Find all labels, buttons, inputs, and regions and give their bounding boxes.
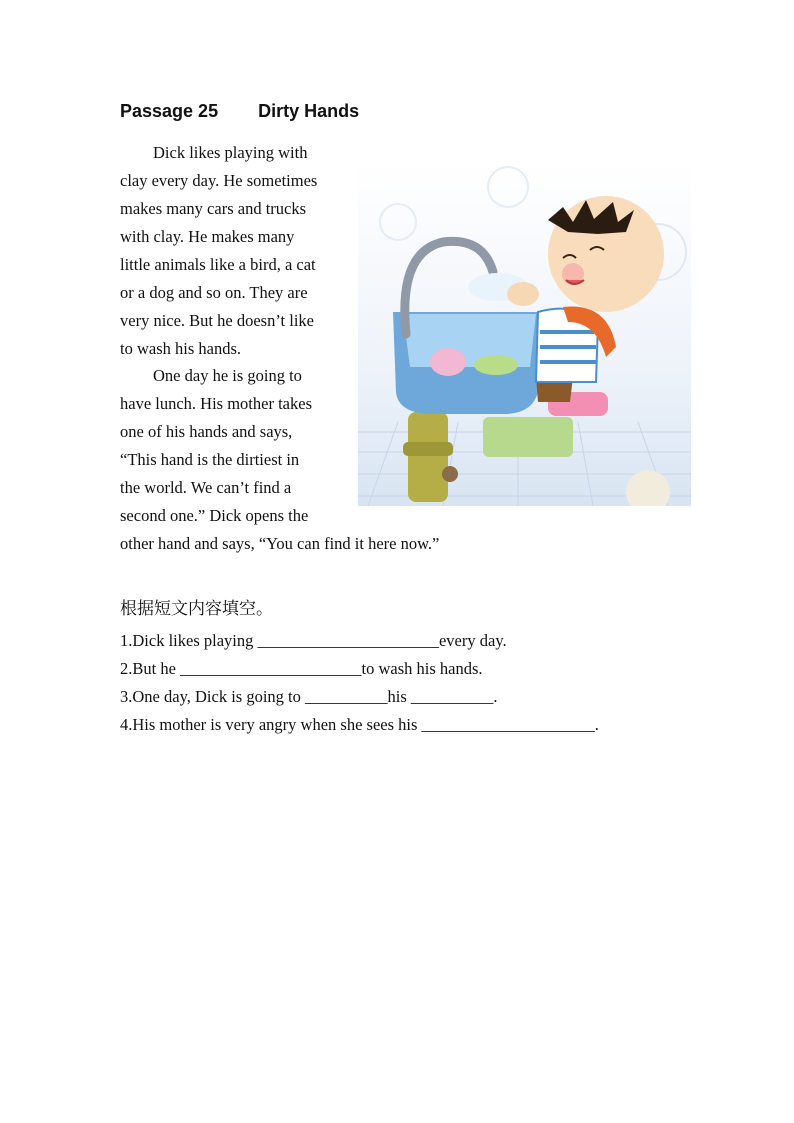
passage-line: other hand and says, “You can find it here now.” — [120, 534, 440, 553]
passage-line: One day he is going to — [120, 366, 302, 385]
instruction-text: 根据短文内容填空。 — [120, 599, 273, 619]
passage-line: to wash his hands. — [120, 339, 241, 358]
passage-line: very nice. But he doesn’t like — [120, 311, 314, 330]
question-line: 3.One day, Dick is going to __________his __________. — [120, 687, 498, 706]
passage-line: or a dog and so on. They are — [120, 283, 308, 302]
passage-line: makes many cars and trucks — [120, 199, 307, 218]
question-line: 2.But he ______________________to wash his hands. — [120, 659, 483, 678]
passage-line: the world. We can’t find a — [120, 478, 292, 497]
passage-line: second one.” Dick opens the — [120, 506, 309, 525]
question-line: 1.Dick likes playing ______________________every day. — [120, 631, 507, 650]
boy-washing-hands-illustration — [358, 162, 691, 506]
question-line: 4.His mother is very angry when she sees his _____________________. — [120, 715, 599, 734]
page-title: Passage 25 Dirty Hands — [120, 101, 360, 121]
passage-line: with clay. He makes many — [120, 227, 295, 246]
passage-line: little animals like a bird, a cat — [120, 255, 316, 274]
passage-line: one of his hands and says, — [120, 422, 293, 441]
passage-line: clay every day. He sometimes — [120, 171, 318, 190]
passage-line: Dick likes playing with — [120, 143, 308, 162]
passage-line: “This hand is the dirtiest in — [120, 450, 300, 469]
passage-line: have lunch. His mother takes — [120, 394, 312, 413]
